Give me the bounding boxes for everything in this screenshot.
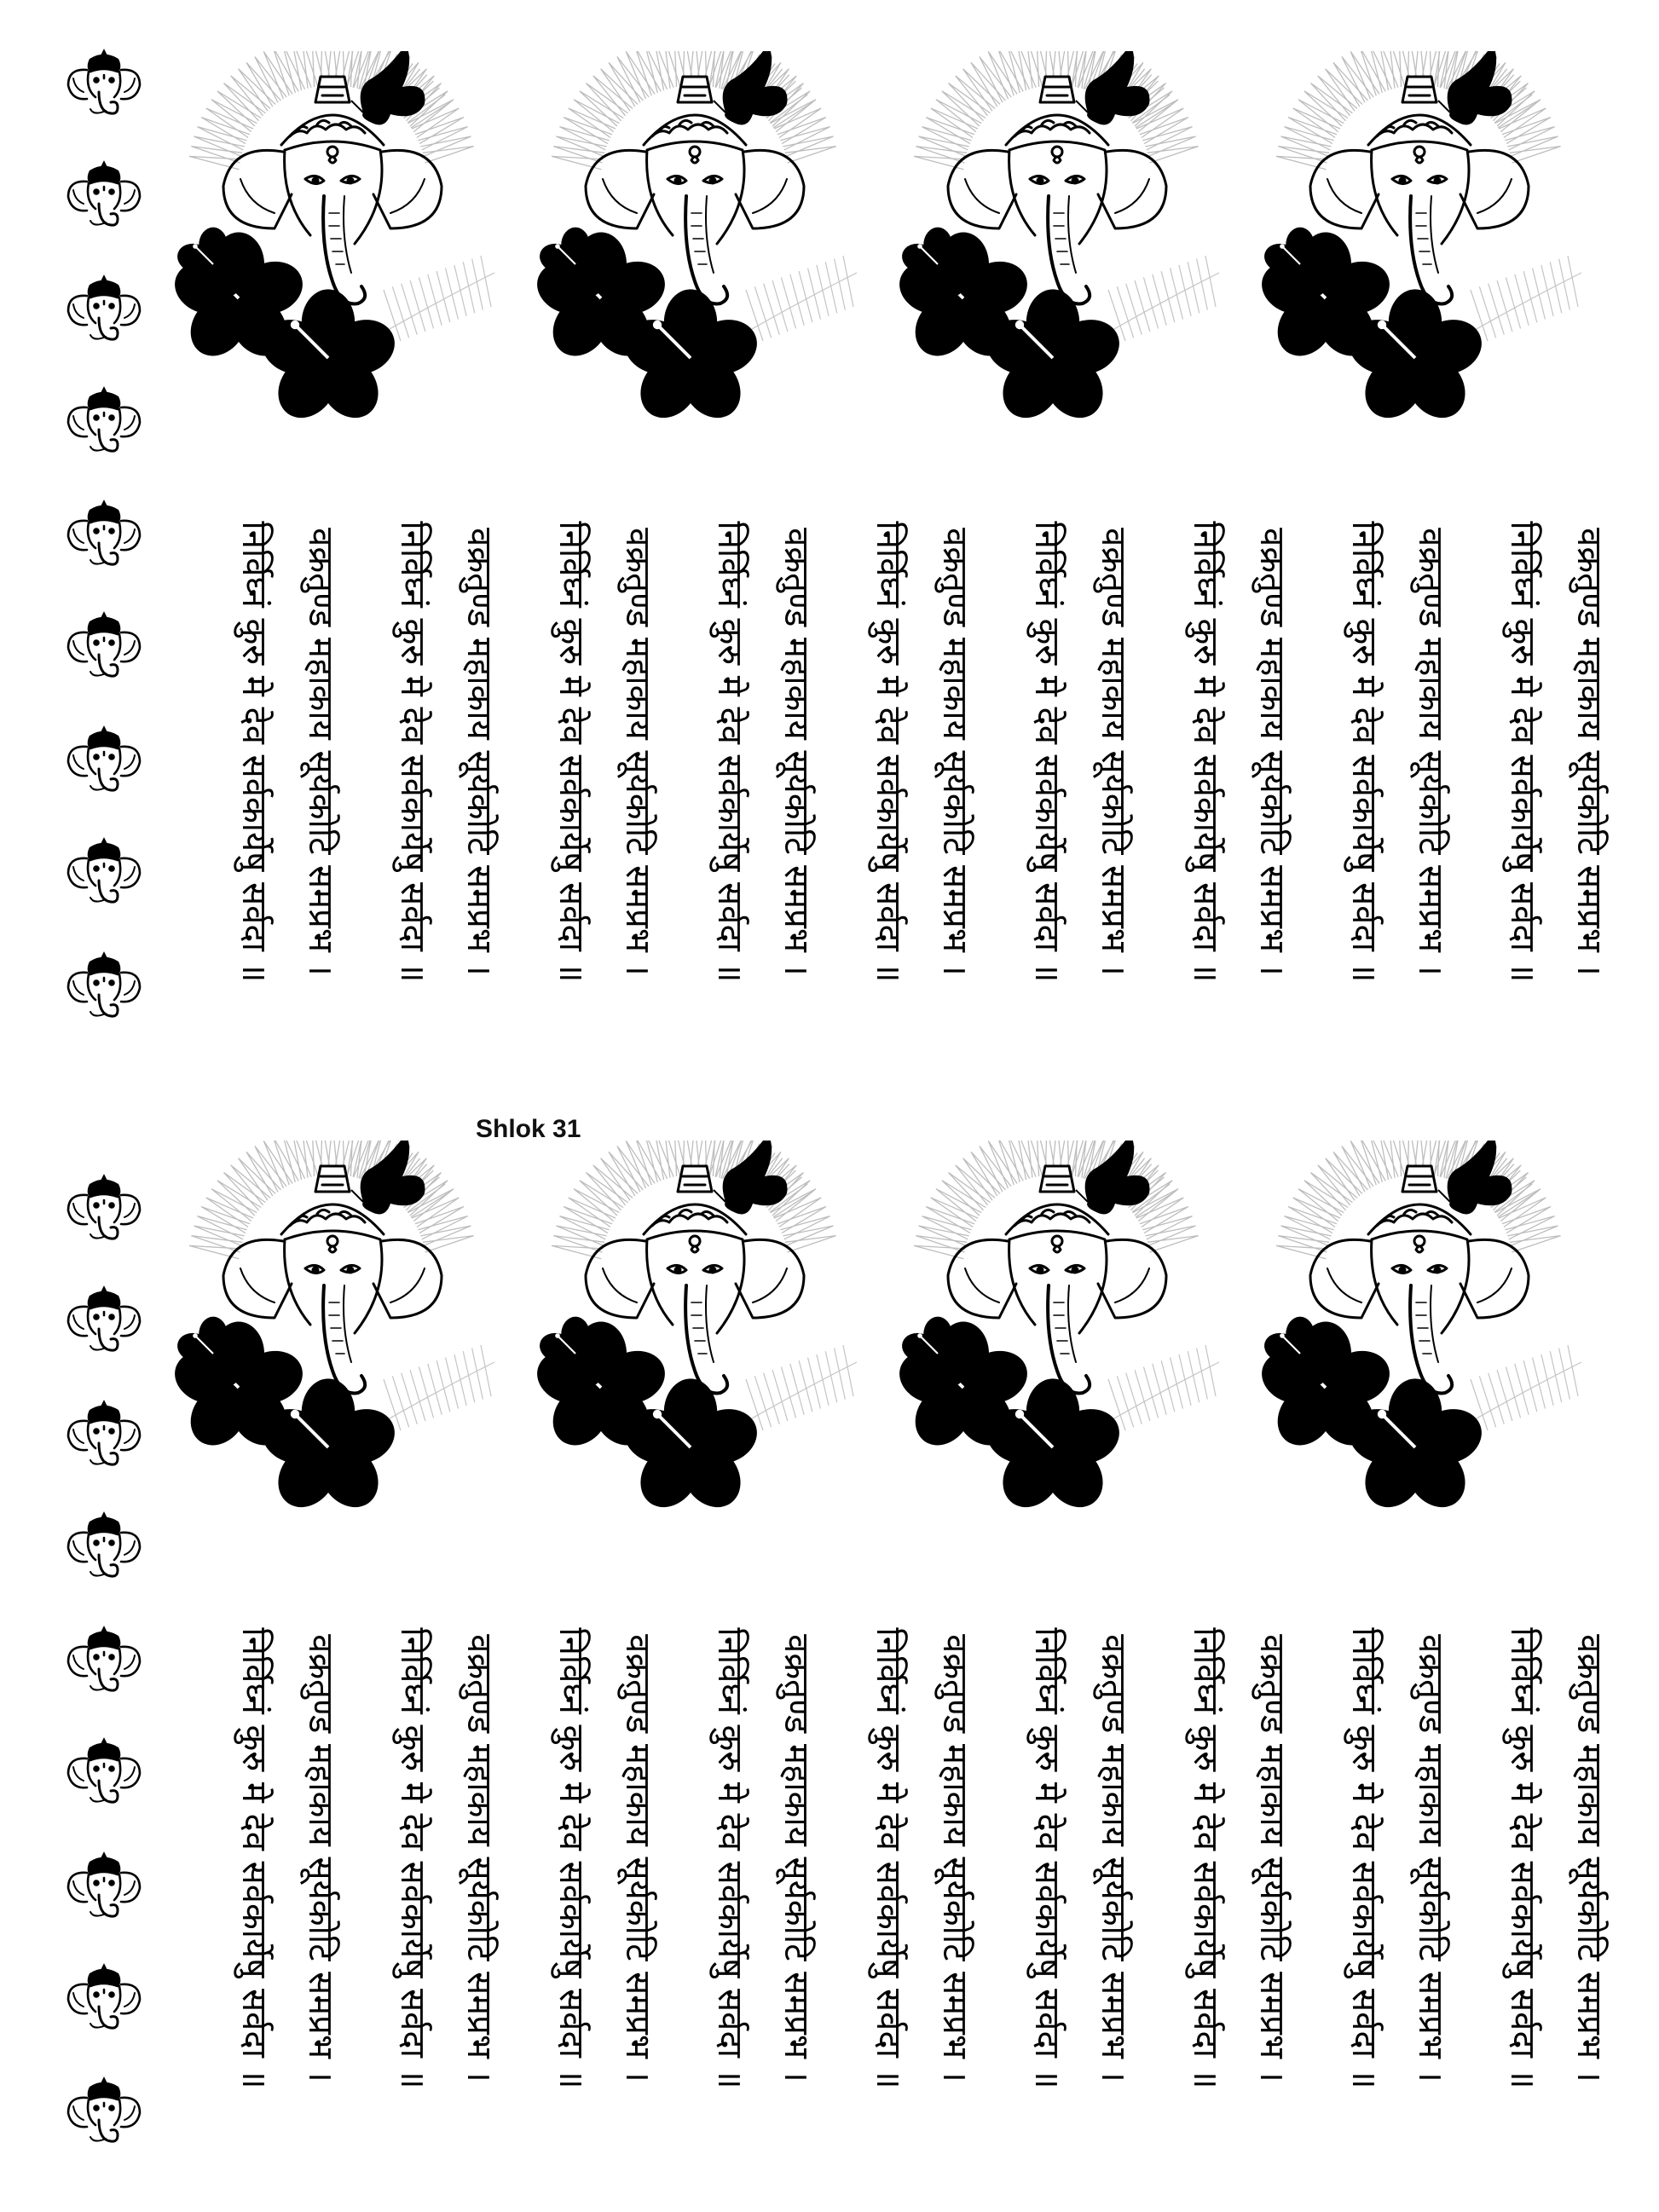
shlok-column bbox=[1182, 1560, 1229, 2157]
shlok-line-2: निर्विघ्नं कुरु मे देव सर्वकार्येषु सर्वदा ॥ bbox=[1503, 521, 1542, 983]
shlok-column bbox=[389, 453, 436, 1050]
shlok-line-1: वक्रतुण्ड महाकाय सूर्यकोटि समप्रभ । bbox=[777, 1634, 816, 2082]
ganesha-head-icon bbox=[61, 44, 147, 130]
ganesha-head-icon bbox=[61, 1170, 147, 1255]
shlok-line-2: निर्विघ्नं कुरु मे देव सर्वकार्येषु सर्वदा ॥ bbox=[393, 521, 432, 983]
shlok-line-2: निर्विघ्नं कुरु मे देव सर्वकार्येषु सर्वदा ॥ bbox=[552, 1627, 591, 2089]
shlok-column bbox=[614, 1560, 662, 2157]
shlok-column bbox=[864, 453, 912, 1050]
ganesha-art-card bbox=[162, 1141, 503, 1533]
shlok-line-1: वक्रतुण्ड महाकाय सूर्यकोटि समप्रभ । bbox=[777, 528, 816, 976]
ganesha-head-icon bbox=[61, 382, 147, 467]
shlok-line-2: निर्विघ्नं कुरु मे देव सर्वकार्येषु सर्वदा ॥ bbox=[1503, 1627, 1542, 2089]
shlok-line-2: निर्विघ्नं कुरु मे देव सर्वकार्येषु सर्वदा ॥ bbox=[1344, 1627, 1384, 2089]
shlok-column bbox=[547, 453, 595, 1050]
shlok-column bbox=[931, 453, 979, 1050]
shlok-column bbox=[1090, 1560, 1137, 2157]
shlok-column bbox=[1499, 453, 1546, 1050]
shlok-column bbox=[864, 1560, 912, 2157]
shlok-line-2: निर्विघ्नं कुरु मे देव सर्वकार्येषु सर्वदा ॥ bbox=[1344, 521, 1384, 983]
shlok-line-1: वक्रतुण्ड महाकाय सूर्यकोटि समप्रभ । bbox=[935, 528, 974, 976]
ganesha-head-icon bbox=[61, 1847, 147, 1932]
ganesha-art-card bbox=[1249, 51, 1590, 443]
ganesha-head-icon bbox=[61, 947, 147, 1032]
shlok-line-1: वक्रतुण्ड महाकाय सूर्यकोटि समप्रभ । bbox=[1252, 1634, 1292, 2082]
ganesha-head-icon bbox=[61, 495, 147, 580]
ganesha-head-icon bbox=[61, 833, 147, 918]
shlok-line-1: वक्रतुण्ड महाकाय सूर्यकोटि समप्रभ । bbox=[301, 1634, 340, 2082]
shlok-column bbox=[1407, 1560, 1454, 2157]
shlok-column bbox=[1565, 1560, 1613, 2157]
ganesha-head-icon bbox=[61, 2072, 147, 2157]
shlok-column bbox=[1090, 453, 1137, 1050]
shlok-column bbox=[1023, 1560, 1071, 2157]
shlok-column bbox=[1499, 1560, 1546, 2157]
ganesha-head-icon bbox=[61, 1507, 147, 1592]
shlok-line-2: निर्विघ्नं कुरु मे देव सर्वकार्येषु सर्वदा ॥ bbox=[234, 521, 274, 983]
shlok-line-1: वक्रतुण्ड महाकाय सूर्यकोटि समप्रभ । bbox=[1411, 528, 1450, 976]
shlok-line-1: वक्रतुण्ड महाकाय सूर्यकोटि समप्रभ । bbox=[460, 528, 499, 976]
shlok-line-2: निर्विघ्नं कुरु मे देव सर्वकार्येषु सर्वदा ॥ bbox=[234, 1627, 274, 2089]
shlok-line-2: निर्विघ्नं कुरु मे देव सर्वकार्येषु सर्वदा ॥ bbox=[869, 521, 908, 983]
shlok-line-2: निर्विघ्नं कुरु मे देव सर्वकार्येषु सर्वदा ॥ bbox=[393, 1627, 432, 2089]
shlok-column bbox=[706, 1560, 754, 2157]
shlok-line-1: वक्रतुण्ड महाकाय सूर्यकोटि समप्रभ । bbox=[618, 1634, 657, 2082]
ganesha-head-icon bbox=[61, 721, 147, 806]
shlok-line-1: वक्रतुण्ड महाकाय सूर्यकोटि समप्रभ । bbox=[1252, 528, 1292, 976]
shlok-column bbox=[1565, 453, 1613, 1050]
shlok-column bbox=[230, 1560, 278, 2157]
shlok-line-2: निर्विघ्नं कुरु मे देव सर्वकार्येषु सर्वदा ॥ bbox=[710, 1627, 749, 2089]
shlok-column bbox=[931, 1560, 979, 2157]
shlok-column bbox=[1248, 1560, 1296, 2157]
shlok-line-1: वक्रतुण्ड महाकाय सूर्यकोटि समप्रभ । bbox=[618, 528, 657, 976]
ganesha-head-icon bbox=[61, 1281, 147, 1366]
shlok-column bbox=[614, 453, 662, 1050]
shlok-line-2: निर्विघ्नं कुरु मे देव सर्वकार्येषु सर्वदा ॥ bbox=[1186, 1627, 1225, 2089]
shlok-column bbox=[389, 1560, 436, 2157]
shlok-column bbox=[1023, 453, 1071, 1050]
shlok-column bbox=[772, 453, 820, 1050]
shlok-line-2: निर्विघ्नं कुरु मे देव सर्वकार्येषु सर्वदा ॥ bbox=[710, 521, 749, 983]
shlok-line-1: वक्रतुण्ड महाकाय सूर्यकोटि समप्रभ । bbox=[1094, 528, 1133, 976]
shlok-column bbox=[547, 1560, 595, 2157]
shlok-column bbox=[230, 453, 278, 1050]
shlok-line-1: वक्रतुण्ड महाकाय सूर्यकोटि समप्रभ । bbox=[460, 1634, 499, 2082]
shlok-column bbox=[297, 453, 344, 1050]
ganesha-head-icon bbox=[61, 607, 147, 692]
ganesha-head-icon bbox=[61, 1395, 147, 1481]
shlok-line-1: वक्रतुण्ड महाकाय सूर्यकोटि समप्रभ । bbox=[1569, 1634, 1609, 2082]
shlok-column bbox=[1182, 453, 1229, 1050]
ganesha-art-card bbox=[887, 1141, 1228, 1533]
shlok-line-1: वक्रतुण्ड महाकाय सूर्यकोटि समप्रभ । bbox=[1569, 528, 1609, 976]
shlok-column bbox=[455, 453, 503, 1050]
ganesha-head-icon bbox=[61, 270, 147, 355]
ganesha-head-icon bbox=[61, 1733, 147, 1818]
shlok-line-1: वक्रतुण्ड महाकाय सूर्यकोटि समप्रभ । bbox=[1094, 1634, 1133, 2082]
shlok-column bbox=[297, 1560, 344, 2157]
shlok-line-2: निर्विघ्नं कुरु मे देव सर्वकार्येषु सर्वदा ॥ bbox=[1186, 521, 1225, 983]
ganesha-head-icon bbox=[61, 1959, 147, 2044]
ganesha-head-icon bbox=[61, 1621, 147, 1707]
ganesha-art-card bbox=[887, 51, 1228, 443]
shlok-line-1: वक्रतुण्ड महाकाय सूर्यकोटि समप्रभ । bbox=[935, 1634, 974, 2082]
shlok-line-2: निर्विघ्नं कुरु मे देव सर्वकार्येषु सर्वदा ॥ bbox=[552, 521, 591, 983]
shlok-column bbox=[1340, 453, 1388, 1050]
shlok-line-1: वक्रतुण्ड महाकाय सूर्यकोटि समप्रभ । bbox=[301, 528, 340, 976]
ganesha-art-card bbox=[524, 1141, 865, 1533]
ganesha-art-card bbox=[162, 51, 503, 443]
shlok-column bbox=[1407, 453, 1454, 1050]
shlok-line-2: निर्विघ्नं कुरु मे देव सर्वकार्येषु सर्वदा ॥ bbox=[869, 1627, 908, 2089]
shlok-column bbox=[1248, 453, 1296, 1050]
ganesha-art-card bbox=[524, 51, 865, 443]
shlok-column bbox=[1340, 1560, 1388, 2157]
shlok-column bbox=[455, 1560, 503, 2157]
shlok-column bbox=[772, 1560, 820, 2157]
shlok-column bbox=[706, 453, 754, 1050]
shlok-line-2: निर्विघ्नं कुरु मे देव सर्वकार्येषु सर्वदा ॥ bbox=[1027, 521, 1066, 983]
shlok-line-1: वक्रतुण्ड महाकाय सूर्यकोटि समप्रभ । bbox=[1411, 1634, 1450, 2082]
ganesha-head-icon bbox=[61, 156, 147, 241]
sheet-label: Shlok 31 bbox=[476, 1115, 581, 1143]
ganesha-art-card bbox=[1249, 1141, 1590, 1533]
shlok-line-2: निर्विघ्नं कुरु मे देव सर्वकार्येषु सर्वदा ॥ bbox=[1027, 1627, 1066, 2089]
